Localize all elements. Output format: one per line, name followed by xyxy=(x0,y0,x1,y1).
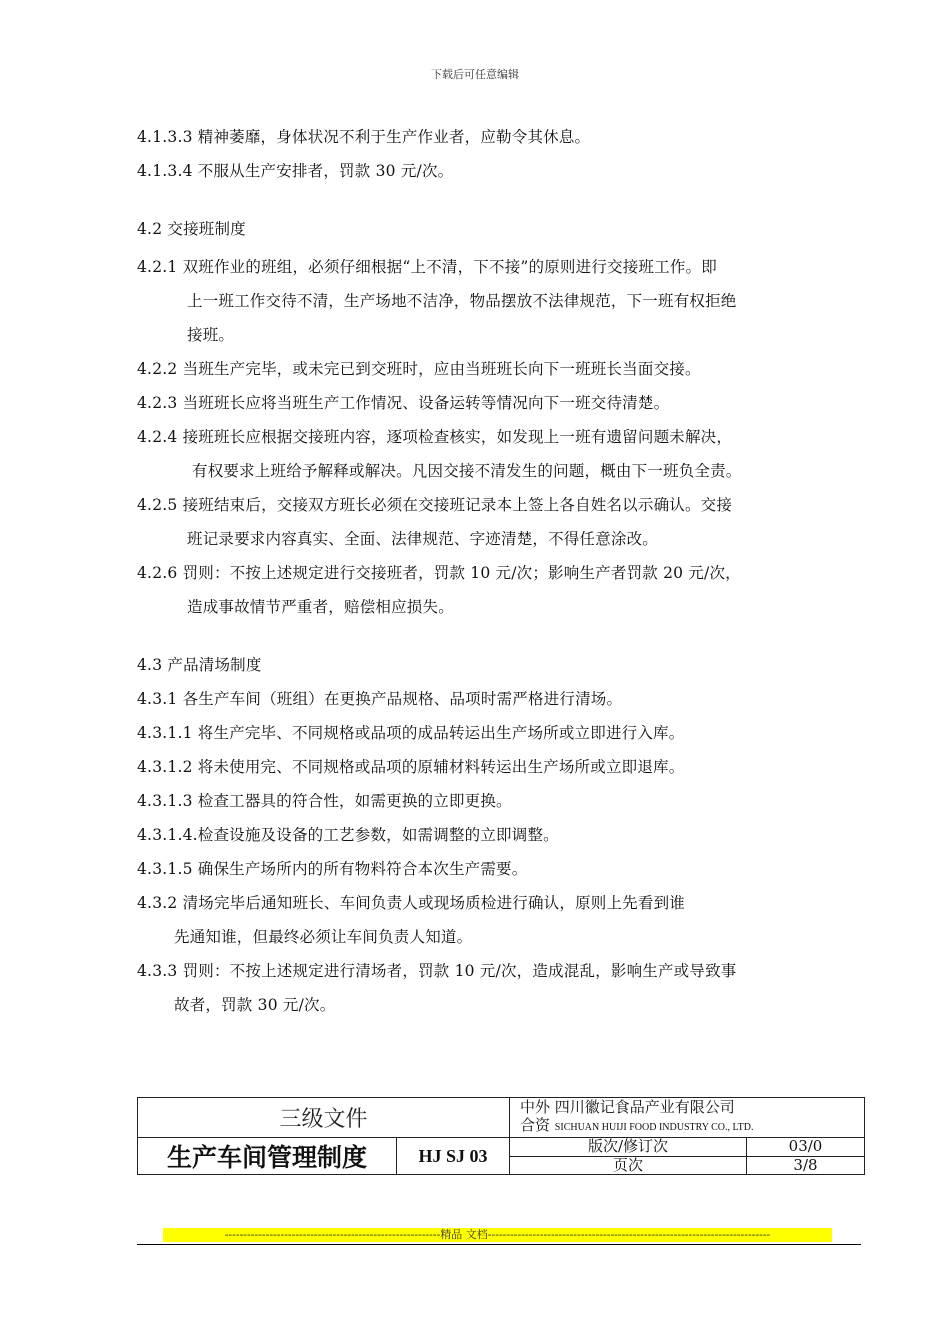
company-joint-venture: 合资 xyxy=(520,1116,551,1134)
document-body xyxy=(137,120,862,1022)
version-label: 版次/修订次 xyxy=(510,1138,747,1157)
clause-4-2-1-cont: 上一班工作交待不清，生产场地不洁净，物品摆放不法律规范，下一班有权拒绝 xyxy=(187,292,737,310)
document-title: 生产车间管理制度 xyxy=(138,1138,397,1175)
clause-4-2-4-cont: 有权要求上班给予解释或解决。凡因交接不清发生的问题，概由下一班负全责。 xyxy=(192,462,742,480)
clause-4-3-3-cont: 故者，罚款 30 元/次。 xyxy=(174,996,336,1014)
clause-4-3-1: 4.3.1 各生产车间（班组）在更换产品规格、品项时需严格进行清场。 xyxy=(137,690,623,708)
section-heading-4-3: 4.3 产品清场制度 xyxy=(137,656,262,674)
page-number: 3/8 xyxy=(747,1156,865,1175)
clause-4-2-5: 4.2.5 接班结束后，交接双方班长必须在交接班记录本上签上各自姓名以示确认。交接 xyxy=(137,496,733,514)
clause-4-3-1-3: 4.3.1.3 检查工器具的符合性，如需更换的立即更换。 xyxy=(137,792,512,810)
clause-4-3-1-5: 4.3.1.5 确保生产场所内的所有物料符合本次生产需要。 xyxy=(137,860,528,878)
section-heading-4-2: 4.2 交接班制度 xyxy=(137,220,246,238)
document-level: 三级文件 xyxy=(138,1098,510,1138)
version-value: 03/0 xyxy=(747,1138,865,1157)
clause-4-3-1-1: 4.3.1.1 将生产完毕、不同规格或品项的成品转运出生产场所或立即进行入库。 xyxy=(137,724,685,742)
download-watermark: 下载后可任意编辑 xyxy=(431,68,519,81)
clause-4-2-6: 4.2.6 罚则：不按上述规定进行交接班者，罚款 10 元/次；影响生产者罚款 20 元/次， xyxy=(137,564,741,582)
clause-4-2-4: 4.2.4 接班班长应根据交接班内容，逐项检查核实，如发现上一班有遗留问题未解决， xyxy=(137,428,733,446)
company-name xyxy=(510,1098,865,1138)
clause-4-3-2-cont: 先通知谁，但最终必须让车间负责人知道。 xyxy=(174,928,473,946)
clause-4-3-3: 4.3.3 罚则：不按上述规定进行清场者，罚款 10 元/次，造成混乱，影响生产或导致事 xyxy=(137,962,737,980)
clause-4-2-6-cont: 造成事故情节严重者，赔偿相应损失。 xyxy=(187,598,454,616)
clause-4-2-1-cont2: 接班。 xyxy=(187,326,235,344)
bottom-divider xyxy=(137,1244,861,1245)
clause-4-3-1-4: 4.3.1.4.检查设施及设备的工艺参数，如需调整的立即调整。 xyxy=(137,826,559,844)
clause-4-2-1: 4.2.1 双班作业的班组，必须仔细根据“上不清，下不接”的原则进行交接班工作。即 xyxy=(137,258,717,276)
clause-4-2-5-cont: 班记录要求内容真实、全面、法律规范、字迹清楚，不得任意涂改。 xyxy=(187,530,659,548)
clause-4-2-2: 4.2.2 当班生产完毕，或未完已到交班时，应由当班班长向下一班班长当面交接。 xyxy=(137,360,701,378)
document-code: HJ SJ 03 xyxy=(397,1138,510,1175)
company-name-cn: 中外 四川徽记食品产业有限公司 xyxy=(520,1098,735,1116)
quality-document-banner: ----------------------------------------------------------精品 文档---------------------------------------------------------------------------- xyxy=(163,1228,832,1242)
company-name-en: SICHUAN HUIJI FOOD INDUSTRY CO., LTD. xyxy=(554,1122,754,1133)
clause-4-1-3-3: 4.1.3.3 精神萎靡，身体状况不利于生产作业者，应勒令其休息。 xyxy=(137,128,591,146)
document-footer-table xyxy=(137,1097,865,1175)
clause-4-2-3: 4.2.3 当班班长应将当班生产工作情况、设备运转等情况向下一班交待清楚。 xyxy=(137,394,670,412)
page-label: 页次 xyxy=(510,1156,747,1175)
clause-4-3-1-2: 4.3.1.2 将未使用完、不同规格或品项的原辅材料转运出生产场所或立即退库。 xyxy=(137,758,685,776)
clause-4-1-3-4: 4.1.3.4 不服从生产安排者，罚款 30 元/次。 xyxy=(137,162,454,180)
clause-4-3-2: 4.3.2 清场完毕后通知班长、车间负责人或现场质检进行确认，原则上先看到谁 xyxy=(137,894,685,912)
